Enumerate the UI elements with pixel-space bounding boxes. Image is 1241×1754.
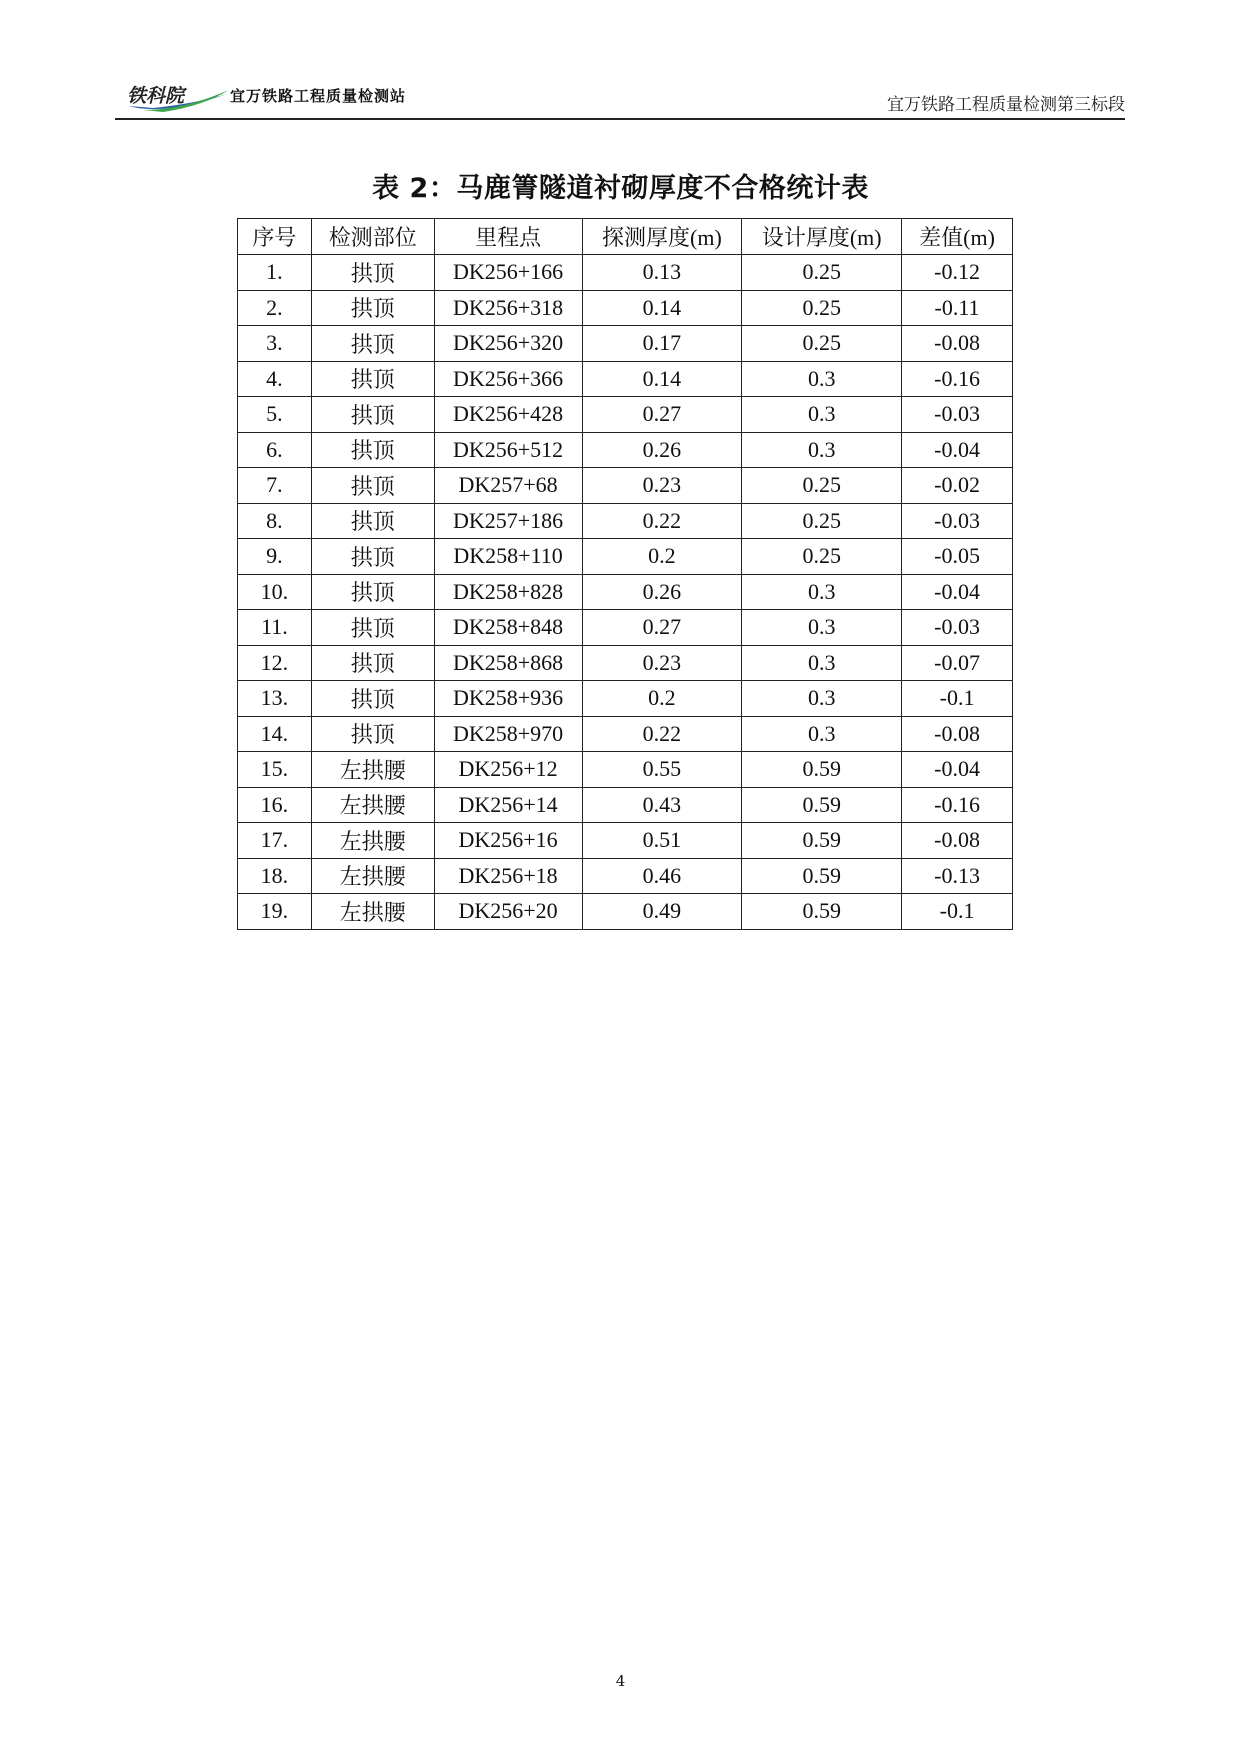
cell-design-thickness: 0.59 xyxy=(742,787,902,823)
cell-difference: -0.16 xyxy=(902,787,1013,823)
cell-measured-thickness: 0.13 xyxy=(582,255,742,291)
cell-measured-thickness: 0.23 xyxy=(582,468,742,504)
cell-chainage: DK257+68 xyxy=(434,468,582,504)
cell-location: 拱顶 xyxy=(311,290,434,326)
cell-chainage: DK258+848 xyxy=(434,610,582,646)
cell-chainage: DK256+320 xyxy=(434,326,582,362)
column-header-difference: 差值(m) xyxy=(902,219,1013,255)
table-row xyxy=(238,539,1013,575)
cell-design-thickness: 0.59 xyxy=(742,858,902,894)
logo-lettering: 铁科院 xyxy=(127,85,185,107)
cell-chainage: DK258+828 xyxy=(434,574,582,610)
cell-index: 8. xyxy=(238,503,312,539)
cell-difference: -0.13 xyxy=(902,858,1013,894)
cell-index: 12. xyxy=(238,645,312,681)
table-title: 表 2：马鹿箐隧道衬砌厚度不合格统计表 xyxy=(372,173,869,204)
cell-location: 左拱腰 xyxy=(311,787,434,823)
lining-thickness-table xyxy=(237,218,1013,930)
cell-chainage: DK256+512 xyxy=(434,432,582,468)
cell-difference: -0.08 xyxy=(902,823,1013,859)
cell-chainage: DK256+166 xyxy=(434,255,582,291)
page-number: 4 xyxy=(615,1672,626,1690)
cell-measured-thickness: 0.2 xyxy=(582,539,742,575)
cell-chainage: DK258+868 xyxy=(434,645,582,681)
cell-design-thickness: 0.3 xyxy=(742,361,902,397)
cell-difference: -0.07 xyxy=(902,645,1013,681)
cell-index: 10. xyxy=(238,574,312,610)
cell-chainage: DK256+18 xyxy=(434,858,582,894)
cell-design-thickness: 0.3 xyxy=(742,716,902,752)
cell-design-thickness: 0.3 xyxy=(742,645,902,681)
cell-location: 拱顶 xyxy=(311,574,434,610)
cell-index: 9. xyxy=(238,539,312,575)
cell-index: 11. xyxy=(238,610,312,646)
cell-chainage: DK256+366 xyxy=(434,361,582,397)
cell-chainage: DK256+16 xyxy=(434,823,582,859)
table-row xyxy=(238,787,1013,823)
cell-chainage: DK258+970 xyxy=(434,716,582,752)
cell-measured-thickness: 0.2 xyxy=(582,681,742,717)
cell-difference: -0.12 xyxy=(902,255,1013,291)
cell-measured-thickness: 0.27 xyxy=(582,610,742,646)
cell-index: 15. xyxy=(238,752,312,788)
cell-location: 拱顶 xyxy=(311,255,434,291)
cell-measured-thickness: 0.14 xyxy=(582,361,742,397)
cell-index: 1. xyxy=(238,255,312,291)
cell-measured-thickness: 0.17 xyxy=(582,326,742,362)
cell-location: 拱顶 xyxy=(311,645,434,681)
cell-location: 左拱腰 xyxy=(311,752,434,788)
table-row xyxy=(238,432,1013,468)
page-header xyxy=(115,72,1125,120)
cell-measured-thickness: 0.26 xyxy=(582,574,742,610)
cell-design-thickness: 0.59 xyxy=(742,894,902,930)
cell-location: 拱顶 xyxy=(311,503,434,539)
cell-design-thickness: 0.3 xyxy=(742,574,902,610)
table-row xyxy=(238,823,1013,859)
table-row xyxy=(238,681,1013,717)
cell-measured-thickness: 0.51 xyxy=(582,823,742,859)
cell-difference: -0.03 xyxy=(902,610,1013,646)
cell-chainage: DK256+14 xyxy=(434,787,582,823)
cell-measured-thickness: 0.23 xyxy=(582,645,742,681)
table-row xyxy=(238,255,1013,291)
table-header-row xyxy=(238,219,1013,255)
table-row xyxy=(238,894,1013,930)
table-row xyxy=(238,610,1013,646)
cell-chainage: DK258+110 xyxy=(434,539,582,575)
cell-design-thickness: 0.59 xyxy=(742,752,902,788)
table-row xyxy=(238,752,1013,788)
cell-location: 拱顶 xyxy=(311,539,434,575)
cell-index: 2. xyxy=(238,290,312,326)
cell-location: 拱顶 xyxy=(311,716,434,752)
column-header-measured-thickness: 探测厚度(m) xyxy=(582,219,742,255)
cell-design-thickness: 0.25 xyxy=(742,255,902,291)
cell-chainage: DK256+428 xyxy=(434,397,582,433)
cell-chainage: DK256+20 xyxy=(434,894,582,930)
cell-index: 18. xyxy=(238,858,312,894)
cell-difference: -0.16 xyxy=(902,361,1013,397)
cell-index: 4. xyxy=(238,361,312,397)
cell-index: 14. xyxy=(238,716,312,752)
cell-difference: -0.02 xyxy=(902,468,1013,504)
table-body xyxy=(238,255,1013,930)
table-row xyxy=(238,361,1013,397)
cell-design-thickness: 0.25 xyxy=(742,503,902,539)
cell-measured-thickness: 0.14 xyxy=(582,290,742,326)
cell-index: 16. xyxy=(238,787,312,823)
cell-difference: -0.1 xyxy=(902,681,1013,717)
column-header-design-thickness: 设计厚度(m) xyxy=(742,219,902,255)
cell-difference: -0.05 xyxy=(902,539,1013,575)
cell-difference: -0.04 xyxy=(902,574,1013,610)
cell-design-thickness: 0.3 xyxy=(742,610,902,646)
table-row xyxy=(238,326,1013,362)
cell-measured-thickness: 0.49 xyxy=(582,894,742,930)
cell-difference: -0.04 xyxy=(902,432,1013,468)
table-row xyxy=(238,574,1013,610)
cell-measured-thickness: 0.43 xyxy=(582,787,742,823)
cell-index: 5. xyxy=(238,397,312,433)
cell-measured-thickness: 0.46 xyxy=(582,858,742,894)
table-row xyxy=(238,290,1013,326)
cell-index: 7. xyxy=(238,468,312,504)
cell-design-thickness: 0.3 xyxy=(742,397,902,433)
cell-difference: -0.1 xyxy=(902,894,1013,930)
cell-location: 拱顶 xyxy=(311,361,434,397)
cell-design-thickness: 0.3 xyxy=(742,432,902,468)
cell-difference: -0.08 xyxy=(902,326,1013,362)
column-header-location: 检测部位 xyxy=(311,219,434,255)
cell-design-thickness: 0.25 xyxy=(742,539,902,575)
cell-location: 拱顶 xyxy=(311,326,434,362)
cell-chainage: DK256+12 xyxy=(434,752,582,788)
cell-design-thickness: 0.25 xyxy=(742,468,902,504)
cell-index: 3. xyxy=(238,326,312,362)
cell-index: 6. xyxy=(238,432,312,468)
table-row xyxy=(238,858,1013,894)
cell-difference: -0.03 xyxy=(902,503,1013,539)
cell-difference: -0.11 xyxy=(902,290,1013,326)
cell-measured-thickness: 0.27 xyxy=(582,397,742,433)
cell-chainage: DK258+936 xyxy=(434,681,582,717)
cell-difference: -0.04 xyxy=(902,752,1013,788)
cell-difference: -0.03 xyxy=(902,397,1013,433)
section-name: 宜万铁路工程质量检测第三标段 xyxy=(887,95,1125,115)
cell-chainage: DK256+318 xyxy=(434,290,582,326)
cell-location: 拱顶 xyxy=(311,681,434,717)
cell-index: 17. xyxy=(238,823,312,859)
cell-location: 拱顶 xyxy=(311,432,434,468)
cell-location: 拱顶 xyxy=(311,468,434,504)
station-name: 宜万铁路工程质量检测站 xyxy=(230,87,407,105)
institute-logo xyxy=(123,80,233,114)
cell-index: 13. xyxy=(238,681,312,717)
table-row xyxy=(238,645,1013,681)
cell-index: 19. xyxy=(238,894,312,930)
cell-difference: -0.08 xyxy=(902,716,1013,752)
cell-design-thickness: 0.3 xyxy=(742,681,902,717)
table-row xyxy=(238,468,1013,504)
cell-measured-thickness: 0.22 xyxy=(582,503,742,539)
table-row xyxy=(238,397,1013,433)
table-row xyxy=(238,503,1013,539)
cell-location: 拱顶 xyxy=(311,610,434,646)
cell-design-thickness: 0.59 xyxy=(742,823,902,859)
cell-design-thickness: 0.25 xyxy=(742,290,902,326)
column-header-chainage: 里程点 xyxy=(434,219,582,255)
cell-location: 拱顶 xyxy=(311,397,434,433)
cell-chainage: DK257+186 xyxy=(434,503,582,539)
column-header-index: 序号 xyxy=(238,219,312,255)
cell-measured-thickness: 0.26 xyxy=(582,432,742,468)
cell-location: 左拱腰 xyxy=(311,823,434,859)
cell-measured-thickness: 0.55 xyxy=(582,752,742,788)
cell-location: 左拱腰 xyxy=(311,858,434,894)
table-row xyxy=(238,716,1013,752)
cell-design-thickness: 0.25 xyxy=(742,326,902,362)
cell-measured-thickness: 0.22 xyxy=(582,716,742,752)
cell-location: 左拱腰 xyxy=(311,894,434,930)
